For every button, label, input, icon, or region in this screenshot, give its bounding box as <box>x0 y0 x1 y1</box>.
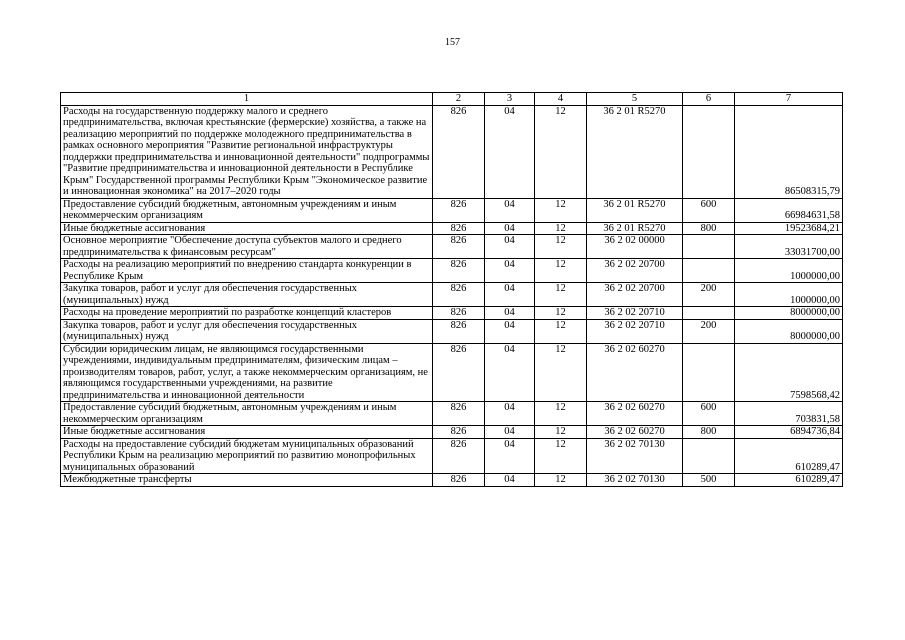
row-description: Закупка товаров, работ и услуг для обеспечения государственных (муниципальных) нужд <box>61 283 433 307</box>
section-code: 04 <box>485 259 535 283</box>
row-description: Расходы на реализацию мероприятий по внедрению стандарта конкуренции в Республике Крым <box>61 259 433 283</box>
amount: 86508315,79 <box>735 105 843 198</box>
amount: 6894736,84 <box>735 426 843 439</box>
target-article-code: 36 2 01 R5270 <box>587 105 683 198</box>
admin-code: 826 <box>433 343 485 402</box>
target-article-code: 36 2 02 20700 <box>587 259 683 283</box>
expense-type-code <box>683 235 735 259</box>
table-row <box>61 319 843 343</box>
subsection-code: 12 <box>535 343 587 402</box>
section-code: 04 <box>485 343 535 402</box>
admin-code: 826 <box>433 259 485 283</box>
amount: 610289,47 <box>735 474 843 487</box>
admin-code: 826 <box>433 307 485 320</box>
target-article-code: 36 2 02 70130 <box>587 438 683 474</box>
expense-type-code: 800 <box>683 426 735 439</box>
expense-type-code <box>683 307 735 320</box>
target-article-code: 36 2 02 70130 <box>587 474 683 487</box>
table-body <box>61 105 843 486</box>
expense-type-code: 600 <box>683 402 735 426</box>
section-code: 04 <box>485 198 535 222</box>
admin-code: 826 <box>433 438 485 474</box>
row-description: Расходы на государственную поддержку малого и среднего предпринимательства, включая крестьянские (фермерские) хозяйства, а также на реализацию мероприятий по поддержке молодежного предпринимательства в рамках основного мероприятия "Развитие региональной инфраструктуры поддержки предпринимательства и инновационной деятельности" подпрограммы "Развитие предпринимательства и инновационной деятельности в Республике Крым" Государственной программы Республики Крым "Экономическое развитие и инновационная экономика" на 2017–2020 годы <box>61 105 433 198</box>
section-code: 04 <box>485 283 535 307</box>
header-col-3: 3 <box>485 93 535 106</box>
subsection-code: 12 <box>535 426 587 439</box>
section-code: 04 <box>485 474 535 487</box>
section-code: 04 <box>485 438 535 474</box>
target-article-code: 36 2 02 60270 <box>587 343 683 402</box>
admin-code: 826 <box>433 222 485 235</box>
expense-type-code: 800 <box>683 222 735 235</box>
section-code: 04 <box>485 307 535 320</box>
target-article-code: 36 2 02 60270 <box>587 402 683 426</box>
target-article-code: 36 2 02 20700 <box>587 283 683 307</box>
amount: 66984631,58 <box>735 198 843 222</box>
row-description: Основное мероприятие "Обеспечение доступа субъектов малого и среднего предпринимательства к финансовым ресурсам" <box>61 235 433 259</box>
amount: 8000000,00 <box>735 319 843 343</box>
subsection-code: 12 <box>535 259 587 283</box>
subsection-code: 12 <box>535 474 587 487</box>
expense-type-code <box>683 105 735 198</box>
admin-code: 826 <box>433 319 485 343</box>
budget-table <box>60 92 843 487</box>
target-article-code: 36 2 02 60270 <box>587 426 683 439</box>
table-row <box>61 283 843 307</box>
expense-type-code: 200 <box>683 319 735 343</box>
header-col-2: 2 <box>433 93 485 106</box>
table-row <box>61 105 843 198</box>
table-row <box>61 235 843 259</box>
row-description: Межбюджетные трансферты <box>61 474 433 487</box>
amount: 19523684,21 <box>735 222 843 235</box>
row-description: Предоставление субсидий бюджетным, автономным учреждениям и иным некоммерческим организациям <box>61 198 433 222</box>
admin-code: 826 <box>433 402 485 426</box>
expense-type-code <box>683 343 735 402</box>
subsection-code: 12 <box>535 105 587 198</box>
subsection-code: 12 <box>535 283 587 307</box>
row-description: Расходы на проведение мероприятий по разработке концепций кластеров <box>61 307 433 320</box>
admin-code: 826 <box>433 283 485 307</box>
header-row <box>61 93 843 106</box>
row-description: Иные бюджетные ассигнования <box>61 222 433 235</box>
amount: 1000000,00 <box>735 259 843 283</box>
subsection-code: 12 <box>535 319 587 343</box>
target-article-code: 36 2 02 00000 <box>587 235 683 259</box>
table-row <box>61 426 843 439</box>
subsection-code: 12 <box>535 222 587 235</box>
subsection-code: 12 <box>535 198 587 222</box>
subsection-code: 12 <box>535 307 587 320</box>
amount: 8000000,00 <box>735 307 843 320</box>
amount: 7598568,42 <box>735 343 843 402</box>
amount: 1000000,00 <box>735 283 843 307</box>
table-row <box>61 438 843 474</box>
subsection-code: 12 <box>535 402 587 426</box>
admin-code: 826 <box>433 105 485 198</box>
section-code: 04 <box>485 235 535 259</box>
header-col-4: 4 <box>535 93 587 106</box>
section-code: 04 <box>485 426 535 439</box>
section-code: 04 <box>485 402 535 426</box>
amount: 610289,47 <box>735 438 843 474</box>
row-description: Иные бюджетные ассигнования <box>61 426 433 439</box>
subsection-code: 12 <box>535 235 587 259</box>
table-row <box>61 307 843 320</box>
admin-code: 826 <box>433 474 485 487</box>
admin-code: 826 <box>433 235 485 259</box>
amount: 703831,58 <box>735 402 843 426</box>
table-row <box>61 198 843 222</box>
target-article-code: 36 2 02 20710 <box>587 319 683 343</box>
section-code: 04 <box>485 105 535 198</box>
section-code: 04 <box>485 222 535 235</box>
page-number: 157 <box>445 37 460 48</box>
table-row <box>61 474 843 487</box>
header-col-6: 6 <box>683 93 735 106</box>
expense-type-code: 500 <box>683 474 735 487</box>
table-row <box>61 343 843 402</box>
table-row <box>61 222 843 235</box>
target-article-code: 36 2 02 20710 <box>587 307 683 320</box>
header-col-5: 5 <box>587 93 683 106</box>
header-col-7: 7 <box>735 93 843 106</box>
table-row <box>61 259 843 283</box>
target-article-code: 36 2 01 R5270 <box>587 198 683 222</box>
admin-code: 826 <box>433 198 485 222</box>
target-article-code: 36 2 01 R5270 <box>587 222 683 235</box>
amount: 33031700,00 <box>735 235 843 259</box>
header-col-1: 1 <box>61 93 433 106</box>
row-description: Предоставление субсидий бюджетным, автономным учреждениям и иным некоммерческим организациям <box>61 402 433 426</box>
expense-type-code <box>683 438 735 474</box>
subsection-code: 12 <box>535 438 587 474</box>
row-description: Субсидии юридическим лицам, не являющимся государственными учреждениями, индивидуальным предпринимателям, физическим лицам – производителям товаров, работ, услуг, а также некоммерческим организациям, не являющимся государственными учреждениями, на развитие предпринимательства и инновационной деятельности <box>61 343 433 402</box>
table-row <box>61 402 843 426</box>
section-code: 04 <box>485 319 535 343</box>
expense-type-code: 600 <box>683 198 735 222</box>
row-description: Расходы на предоставление субсидий бюджетам муниципальных образований Республики Крым на реализацию мероприятий по развитию монопрофильных муниципальных образований <box>61 438 433 474</box>
row-description: Закупка товаров, работ и услуг для обеспечения государственных (муниципальных) нужд <box>61 319 433 343</box>
expense-type-code <box>683 259 735 283</box>
admin-code: 826 <box>433 426 485 439</box>
expense-type-code: 200 <box>683 283 735 307</box>
